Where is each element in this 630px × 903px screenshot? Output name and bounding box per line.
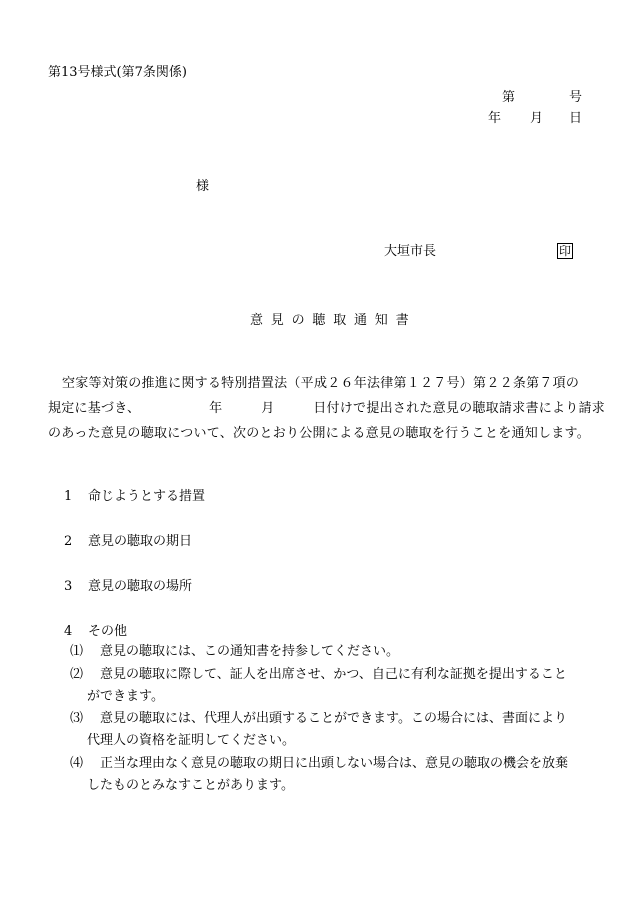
sub-item-4 (70, 757, 568, 770)
sub-item-1 (70, 645, 399, 658)
body-line-1: 空家等対策の推進に関する特別措置法（平成２６年法律第１２７号）第２２条第７項の (62, 376, 580, 391)
sub-item-4-line-2: したものとみなすことがあります。 (87, 778, 294, 793)
item-4-number: 4 (64, 624, 73, 639)
sub-item-4-number: ⑷ (70, 756, 84, 771)
item-1-label: 命じようとする措置 (88, 489, 206, 504)
item-4 (64, 625, 127, 638)
item-1 (64, 490, 205, 503)
body-line-2-start: 規定に基づき、 (48, 401, 141, 416)
body-line-2-year: 年 (209, 401, 223, 416)
body-line-2-end: 日付けで提出された意見の聴取請求書により請求 (313, 401, 606, 416)
body-line-2 (48, 402, 605, 415)
sub-item-3-line-1: 意見の聴取には、代理人が出頭することができます。この場合には、書面により (100, 711, 567, 726)
sub-item-1-line-1: 意見の聴取には、この通知書を持参してください。 (100, 644, 400, 659)
document-number-suffix: 号 (569, 90, 583, 105)
body-line-2-month: 月 (261, 401, 275, 416)
seal-mark: 印 (559, 244, 572, 258)
sub-item-2-line-2: ができます。 (87, 689, 164, 704)
sub-item-3-number: ⑶ (70, 711, 84, 726)
item-3 (64, 580, 192, 593)
item-4-label: その他 (88, 624, 128, 639)
sub-item-4-line-1: 正当な理由なく意見の聴取の期日に出頭しない場合は、意見の聴取の機会を放棄 (100, 756, 569, 771)
sub-item-3 (70, 712, 567, 725)
item-2 (64, 535, 192, 548)
item-3-label: 意見の聴取の場所 (88, 579, 193, 594)
body-line-3: のあった意見の聴取について、次のとおり公開による意見の聴取を行うことを通知します。 (48, 426, 590, 441)
form-label: 第13号様式(第7条関係) (48, 65, 187, 80)
item-3-number: 3 (64, 579, 73, 594)
sub-item-2-number: ⑵ (70, 667, 84, 682)
date-year: 年 (488, 111, 502, 126)
addressee-suffix: 様 (196, 179, 210, 194)
sub-item-3-line-2: 代理人の資格を証明してください。 (87, 733, 296, 748)
item-1-number: 1 (64, 489, 73, 504)
date-day: 日 (569, 111, 583, 126)
sub-item-2 (70, 668, 567, 681)
document-number-prefix: 第 (502, 90, 516, 105)
item-2-number: 2 (64, 534, 73, 549)
sub-item-1-number: ⑴ (70, 644, 84, 659)
sender-title: 大垣市長 (384, 244, 437, 259)
date-month: 月 (530, 111, 544, 126)
item-2-label: 意見の聴取の期日 (88, 534, 193, 549)
document-title: 意見の聴取通知書 (250, 313, 417, 328)
sub-item-2-line-1: 意見の聴取に際して、証人を出席させ、かつ、自己に有利な証拠を提出すること (100, 667, 567, 682)
